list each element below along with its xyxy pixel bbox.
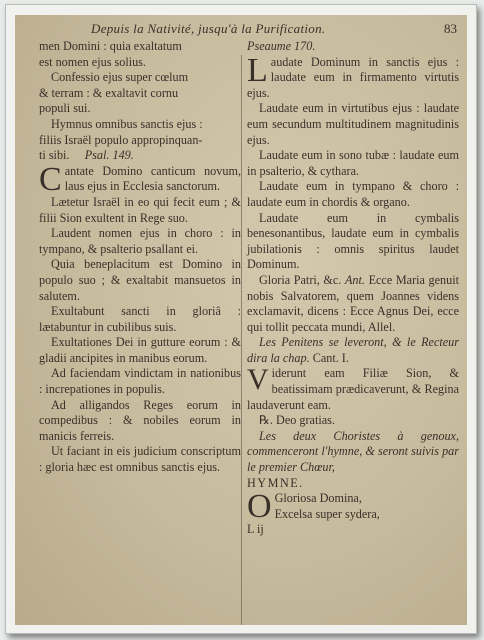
column-divider — [241, 55, 242, 625]
psalm-149-verse: Quia beneplacitum est Domino in populo suo ; & exaltabit mansuetos in salutem. — [39, 257, 241, 303]
chapter-label: Cant. I. — [312, 350, 349, 365]
psalm-title: Pseaume 170. — [247, 39, 316, 53]
chapter-body: iderunt eam Filiæ Sion, & beatissimam prædicaverunt, & Regina laudaverunt eam. — [247, 366, 459, 412]
right-column — [247, 39, 459, 538]
psalm-verse: Laudate eum in sono tubæ : laudate eum in psalterio, & cythara. — [247, 148, 459, 178]
photo-frame — [5, 4, 477, 634]
psalm-149-verse: Laudent nomen ejus in choro : in tympano, & psalterio psallant ei. — [39, 226, 241, 256]
psalm-149-verse: Lætetur Israël in eo qui fecit eum ; & filii Sion exultent in Rege suo. — [39, 194, 241, 225]
psalm-verse: Laudate eum in cymbalis benesonantibus, laudate eum in cymbalis jubilationis : omnis spiritus laudet Dominum. — [247, 210, 459, 272]
psalm-149-verse: Ut faciant in eis judicium conscriptum : gloria hæc est omnibus sanctis ejus. — [39, 444, 241, 475]
text-line: & terram : & exaltavit cornu — [39, 85, 179, 100]
psalm-149-verse: Exultationes Dei in gutture eorum : & gladii ancipites in manibus eorum. — [39, 335, 241, 365]
psalm-verse — [247, 51, 459, 102]
hymn-lines — [247, 488, 459, 526]
verse-text: antate Domino canticum novum, laus ejus in Ecclesia sanctorum. — [64, 163, 241, 194]
hymn-title: HYMNE. — [247, 475, 304, 490]
drop-cap: L — [247, 51, 268, 89]
rubric-text: Les deux Choristes à genoux, commenceront l'hymne, & seront suivis par le premier Chœur, — [247, 428, 459, 475]
book-page — [15, 15, 467, 625]
drop-cap: V — [247, 363, 269, 397]
response-line — [247, 413, 459, 429]
psalm-149-title: Psal. 149. — [84, 148, 134, 163]
hymn-line: Gloriosa Domina, — [274, 491, 362, 506]
left-column — [39, 39, 241, 476]
drop-cap: C — [39, 160, 62, 198]
psalm-149-verse: Ad alligandos Reges eorum in compedibus : & nobiles eorum in manicis ferreis. — [39, 397, 241, 443]
text-line: men Domini : quia exaltatum — [39, 39, 182, 53]
rubric-text: Les Penitens se leveront, & le Recteur dira la chap. — [247, 335, 459, 365]
text-line: Confessio ejus super cœlum — [51, 70, 189, 85]
hymn-line: Excelsa super sydera, — [274, 506, 380, 521]
antiphon-text: Ecce Maria genuit nobis Salvatorem, quem Joannes videns exclamavit, dicens : Ecce Agnus Dei, ecce qui tollit peccata mundi, Allel. — [247, 272, 460, 334]
antiphon-label: Ant. — [344, 272, 365, 287]
running-head-title: Depuis la Nativité, jusqu'à la Purification. — [91, 21, 326, 36]
response-text: Deo gratias. — [276, 413, 335, 428]
verse-text: audate Dominum in sanctis ejus : laudate eum in firmamento virtutis ejus. — [247, 54, 459, 100]
running-head — [15, 21, 467, 39]
psalm-verse: Laudate eum in tympano & choro : laudate eum in chordis & organo. — [247, 179, 459, 209]
chapter-text — [247, 363, 459, 413]
response-symbol: ℞. — [259, 413, 273, 428]
psalm-149-verse: Ad faciendam vindictam in nationibus : increpationes in populis. — [39, 366, 241, 397]
text-line: ti sibi. — [39, 148, 70, 163]
rubric-line — [247, 335, 459, 366]
text-line: filiis Israël populo appropinquan- — [39, 132, 203, 147]
psalm-149-verse: Exultabunt sancti in gloriâ : lætabuntur in cubilibus suis. — [39, 304, 241, 334]
text-line: Hymnus omnibus sanctis ejus : — [51, 116, 203, 131]
psalm-149-heading-line — [39, 148, 241, 164]
text-line: est nomen ejus solius. — [39, 54, 146, 69]
gloria-antiphon — [247, 273, 459, 335]
text-line: populi sui. — [39, 101, 91, 116]
gloria-text: Gloria Patri, &c. — [259, 272, 342, 287]
psalm-verse: Laudate eum in virtutibus ejus : laudate eum secundum multitudinem magnitudinis ejus. — [247, 101, 459, 147]
signature-mark: L ij — [247, 522, 264, 537]
drop-cap: O — [247, 488, 272, 526]
page-number: 83 — [444, 21, 457, 36]
psalm-149-verse — [39, 160, 241, 198]
